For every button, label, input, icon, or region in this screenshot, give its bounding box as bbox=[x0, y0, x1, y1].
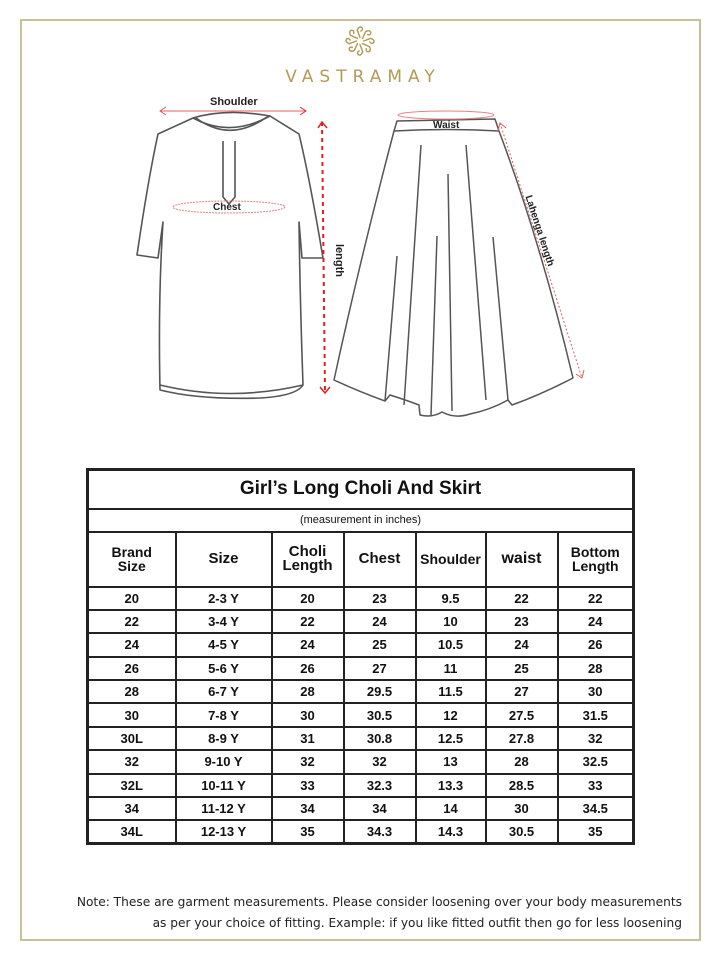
cell-bottom-length: 33 bbox=[558, 774, 634, 797]
cell-brand-size: 24 bbox=[88, 633, 176, 656]
cell-chest: 29.5 bbox=[344, 680, 416, 703]
table-row bbox=[88, 610, 634, 633]
cell-waist: 28 bbox=[486, 750, 558, 773]
table-row bbox=[88, 657, 634, 680]
size-chart-table bbox=[86, 468, 635, 845]
header-size: Size bbox=[176, 532, 272, 587]
cell-chest: 24 bbox=[344, 610, 416, 633]
cell-waist: 28.5 bbox=[486, 774, 558, 797]
cell-bottom-length: 30 bbox=[558, 680, 634, 703]
header-choli-length: Choli Length bbox=[272, 532, 344, 587]
cell-brand-size: 32 bbox=[88, 750, 176, 773]
table-header-row bbox=[88, 532, 634, 587]
cell-waist: 27.8 bbox=[486, 727, 558, 750]
cell-brand-size: 28 bbox=[88, 680, 176, 703]
size-chart bbox=[86, 468, 632, 845]
cell-shoulder: 11.5 bbox=[416, 680, 486, 703]
cell-waist: 22 bbox=[486, 587, 558, 610]
cell-brand-size: 30 bbox=[88, 703, 176, 726]
table-row bbox=[88, 587, 634, 610]
cell-waist: 23 bbox=[486, 610, 558, 633]
cell-choli-length: 31 bbox=[272, 727, 344, 750]
cell-chest: 32.3 bbox=[344, 774, 416, 797]
cell-size: 9-10 Y bbox=[176, 750, 272, 773]
cell-bottom-length: 34.5 bbox=[558, 797, 634, 820]
cell-waist: 24 bbox=[486, 633, 558, 656]
table-row bbox=[88, 820, 634, 843]
cell-chest: 27 bbox=[344, 657, 416, 680]
shoulder-label: Shoulder bbox=[210, 96, 258, 108]
cell-shoulder: 14.3 bbox=[416, 820, 486, 843]
cell-chest: 30.8 bbox=[344, 727, 416, 750]
cell-brand-size: 22 bbox=[88, 610, 176, 633]
cell-size: 7-8 Y bbox=[176, 703, 272, 726]
cell-size: 5-6 Y bbox=[176, 657, 272, 680]
cell-shoulder: 12 bbox=[416, 703, 486, 726]
cell-size: 11-12 Y bbox=[176, 797, 272, 820]
garment-diagram bbox=[0, 0, 720, 440]
table-row bbox=[88, 797, 634, 820]
cell-size: 3-4 Y bbox=[176, 610, 272, 633]
cell-choli-length: 24 bbox=[272, 633, 344, 656]
cell-choli-length: 33 bbox=[272, 774, 344, 797]
cell-size: 10-11 Y bbox=[176, 774, 272, 797]
cell-bottom-length: 31.5 bbox=[558, 703, 634, 726]
table-row bbox=[88, 633, 634, 656]
cell-choli-length: 34 bbox=[272, 797, 344, 820]
cell-chest: 30.5 bbox=[344, 703, 416, 726]
chest-label: Chest bbox=[213, 202, 241, 213]
cell-bottom-length: 26 bbox=[558, 633, 634, 656]
table-row bbox=[88, 750, 634, 773]
cell-shoulder: 10 bbox=[416, 610, 486, 633]
cell-waist: 27.5 bbox=[486, 703, 558, 726]
cell-bottom-length: 32.5 bbox=[558, 750, 634, 773]
cell-bottom-length: 28 bbox=[558, 657, 634, 680]
cell-shoulder: 14 bbox=[416, 797, 486, 820]
cell-brand-size: 20 bbox=[88, 587, 176, 610]
table-subtitle: (measurement in inches) bbox=[88, 509, 634, 532]
cell-bottom-length: 22 bbox=[558, 587, 634, 610]
note-line-2: as per your choice of fitting. Example: if you like fitted outfit then go for less loosening bbox=[152, 916, 682, 930]
cell-brand-size: 32L bbox=[88, 774, 176, 797]
cell-bottom-length: 32 bbox=[558, 727, 634, 750]
cell-shoulder: 12.5 bbox=[416, 727, 486, 750]
cell-waist: 25 bbox=[486, 657, 558, 680]
length-label: length bbox=[333, 244, 345, 277]
cell-chest: 34.3 bbox=[344, 820, 416, 843]
cell-shoulder: 13.3 bbox=[416, 774, 486, 797]
table-row bbox=[88, 680, 634, 703]
skirt-outline bbox=[334, 119, 573, 416]
header-brand-size: Brand Size bbox=[88, 532, 176, 587]
waist-label: Waist bbox=[433, 120, 460, 131]
cell-waist: 30 bbox=[486, 797, 558, 820]
fitting-note bbox=[20, 892, 682, 934]
cell-shoulder: 9.5 bbox=[416, 587, 486, 610]
table-title: Girl’s Long Choli And Skirt bbox=[88, 470, 634, 509]
cell-chest: 34 bbox=[344, 797, 416, 820]
brand-name: VASTRAMAY bbox=[285, 67, 441, 87]
cell-chest: 32 bbox=[344, 750, 416, 773]
cell-size: 2-3 Y bbox=[176, 587, 272, 610]
cell-size: 6-7 Y bbox=[176, 680, 272, 703]
cell-brand-size: 30L bbox=[88, 727, 176, 750]
cell-choli-length: 30 bbox=[272, 703, 344, 726]
cell-choli-length: 26 bbox=[272, 657, 344, 680]
waist-measure-ellipse bbox=[398, 111, 494, 119]
cell-choli-length: 22 bbox=[272, 610, 344, 633]
cell-size: 4-5 Y bbox=[176, 633, 272, 656]
table-row bbox=[88, 727, 634, 750]
cell-chest: 25 bbox=[344, 633, 416, 656]
note-line-1: Note: These are garment measurements. Please consider loosening over your body measurements bbox=[76, 895, 682, 909]
cell-choli-length: 28 bbox=[272, 680, 344, 703]
cell-brand-size: 34L bbox=[88, 820, 176, 843]
cell-size: 8-9 Y bbox=[176, 727, 272, 750]
cell-shoulder: 13 bbox=[416, 750, 486, 773]
cell-bottom-length: 24 bbox=[558, 610, 634, 633]
cell-brand-size: 34 bbox=[88, 797, 176, 820]
header-shoulder: Shoulder bbox=[416, 532, 486, 587]
header-bottom-length: Bottom Length bbox=[558, 532, 634, 587]
cell-bottom-length: 35 bbox=[558, 820, 634, 843]
cell-waist: 27 bbox=[486, 680, 558, 703]
cell-choli-length: 32 bbox=[272, 750, 344, 773]
cell-waist: 30.5 bbox=[486, 820, 558, 843]
table-row bbox=[88, 703, 634, 726]
kurta-outline bbox=[137, 112, 323, 398]
cell-shoulder: 10.5 bbox=[416, 633, 486, 656]
table-row bbox=[88, 774, 634, 797]
cell-shoulder: 11 bbox=[416, 657, 486, 680]
header-chest: Chest bbox=[344, 532, 416, 587]
cell-size: 12-13 Y bbox=[176, 820, 272, 843]
header-waist: waist bbox=[486, 532, 558, 587]
cell-chest: 23 bbox=[344, 587, 416, 610]
cell-brand-size: 26 bbox=[88, 657, 176, 680]
cell-choli-length: 20 bbox=[272, 587, 344, 610]
garment-illustration bbox=[0, 0, 720, 440]
cell-choli-length: 35 bbox=[272, 820, 344, 843]
lehenga-length-label: Lahenga length bbox=[522, 194, 556, 268]
